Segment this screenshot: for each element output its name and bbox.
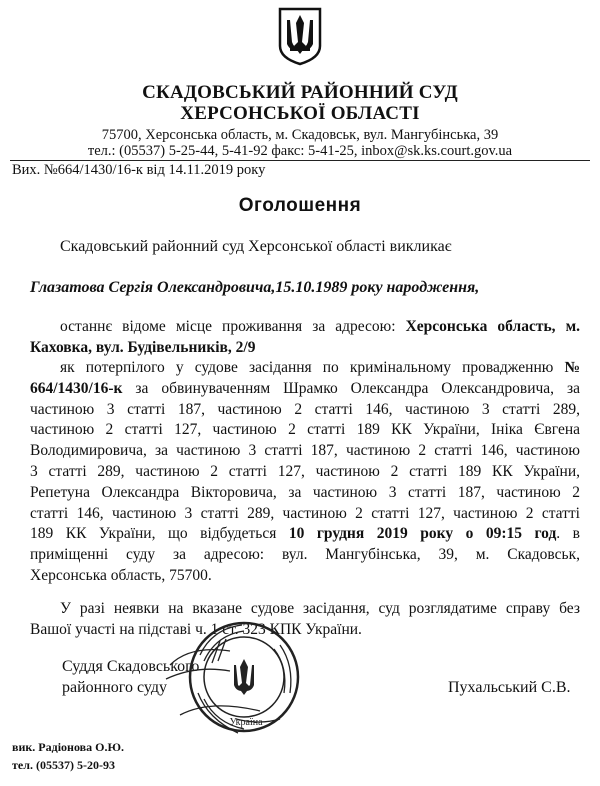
hearing-line: 3 статті 289, частиною 2 статті 127, частиною 2 статті 189 КК України, bbox=[30, 462, 580, 480]
header-divider bbox=[10, 160, 590, 161]
executor-name: вик. Радіонова О.Ю. bbox=[12, 740, 124, 754]
court-name-line1: СКАДОВСЬКИЙ РАЙОННИЙ СУД bbox=[142, 82, 458, 103]
court-address: 75700, Херсонська область, м. Скадовськ, вул. Мангубінська, 39 bbox=[101, 127, 499, 143]
hearing-line: Репетуна Олександра Вікторовича, за частиною 3 статті 187, частиною 2 bbox=[30, 483, 580, 501]
absence-line1: У разі неявки на вказане судове засідання, суд розглядатиме справу без bbox=[60, 600, 580, 617]
hearing-line: Херсонська область, 75700. bbox=[30, 566, 212, 584]
document-title: Оголошення bbox=[238, 195, 362, 216]
hearing-line: частиною 2 статті 127, частиною 2 статті 189 КК України, Ініка Євгена bbox=[30, 421, 580, 439]
signer-role-line1: Суддя Скадовського bbox=[62, 658, 200, 675]
hearing-line: частиною 3 статті 187, частиною 2 статті 146, частиною 3 статті 289, bbox=[30, 400, 580, 418]
seal-text: Україна bbox=[229, 717, 263, 728]
hearing-line: статті 146, частиною 3 статті 289, частиною 2 статті 127, частиною 2 статті bbox=[30, 504, 580, 522]
residence-line2: Каховка, вул. Будівельників, 2/9 bbox=[30, 338, 256, 356]
residence-line1: останнє відоме місце проживання за адресою: Херсонська область, м. bbox=[60, 318, 581, 335]
signer-role-line2: районного суду bbox=[62, 679, 167, 696]
hearing-paragraph bbox=[30, 358, 580, 587]
judge-name: Пухальський С.В. bbox=[448, 679, 571, 696]
court-name-line2: ХЕРСОНСЬКОЇ ОБЛАСТІ bbox=[180, 103, 420, 124]
outgoing-reference: Вих. №664/1430/16-к від 14.11.2019 року bbox=[12, 162, 266, 178]
executor-phone: тел. (05537) 5-20-93 bbox=[12, 758, 115, 772]
hearing-line: Володимировича, за частиною 3 статті 187, частиною 2 статті 146, частиною bbox=[30, 442, 580, 460]
hearing-line: 664/1430/16-к за обвинуваченням Шрамко Олександра Олександровича, за bbox=[30, 379, 580, 397]
intro-text: Скадовський районний суд Херсонської області викликає bbox=[60, 238, 452, 255]
court-seal-icon bbox=[160, 615, 308, 745]
hearing-datetime: 10 грудня 2019 року о 09:15 год bbox=[288, 525, 557, 543]
hearing-line: як потерпілого у судове засідання по кримінальному провадженню № bbox=[60, 359, 581, 376]
hearing-line: приміщенні суду за адресою: вул. Мангубінська, 39, м. Скадовськ, bbox=[30, 546, 580, 564]
trident-icon bbox=[277, 6, 323, 66]
summoned-person: Глазатова Сергія Олександровича,15.10.1989 року народження, bbox=[30, 279, 480, 296]
hearing-line: 189 КК України, що відбудеться 10 грудня 2019 року о 09:15 год. в bbox=[30, 525, 580, 543]
court-contacts: тел.: (05537) 5-25-44, 5-41-92 факс: 5-41-25, inbox@sk.ks.court.gov.ua bbox=[87, 143, 513, 159]
residence-paragraph bbox=[30, 317, 580, 359]
absence-line2: Вашої участі на підставі ч. 1 ст. 323 КПК України. bbox=[30, 620, 362, 638]
